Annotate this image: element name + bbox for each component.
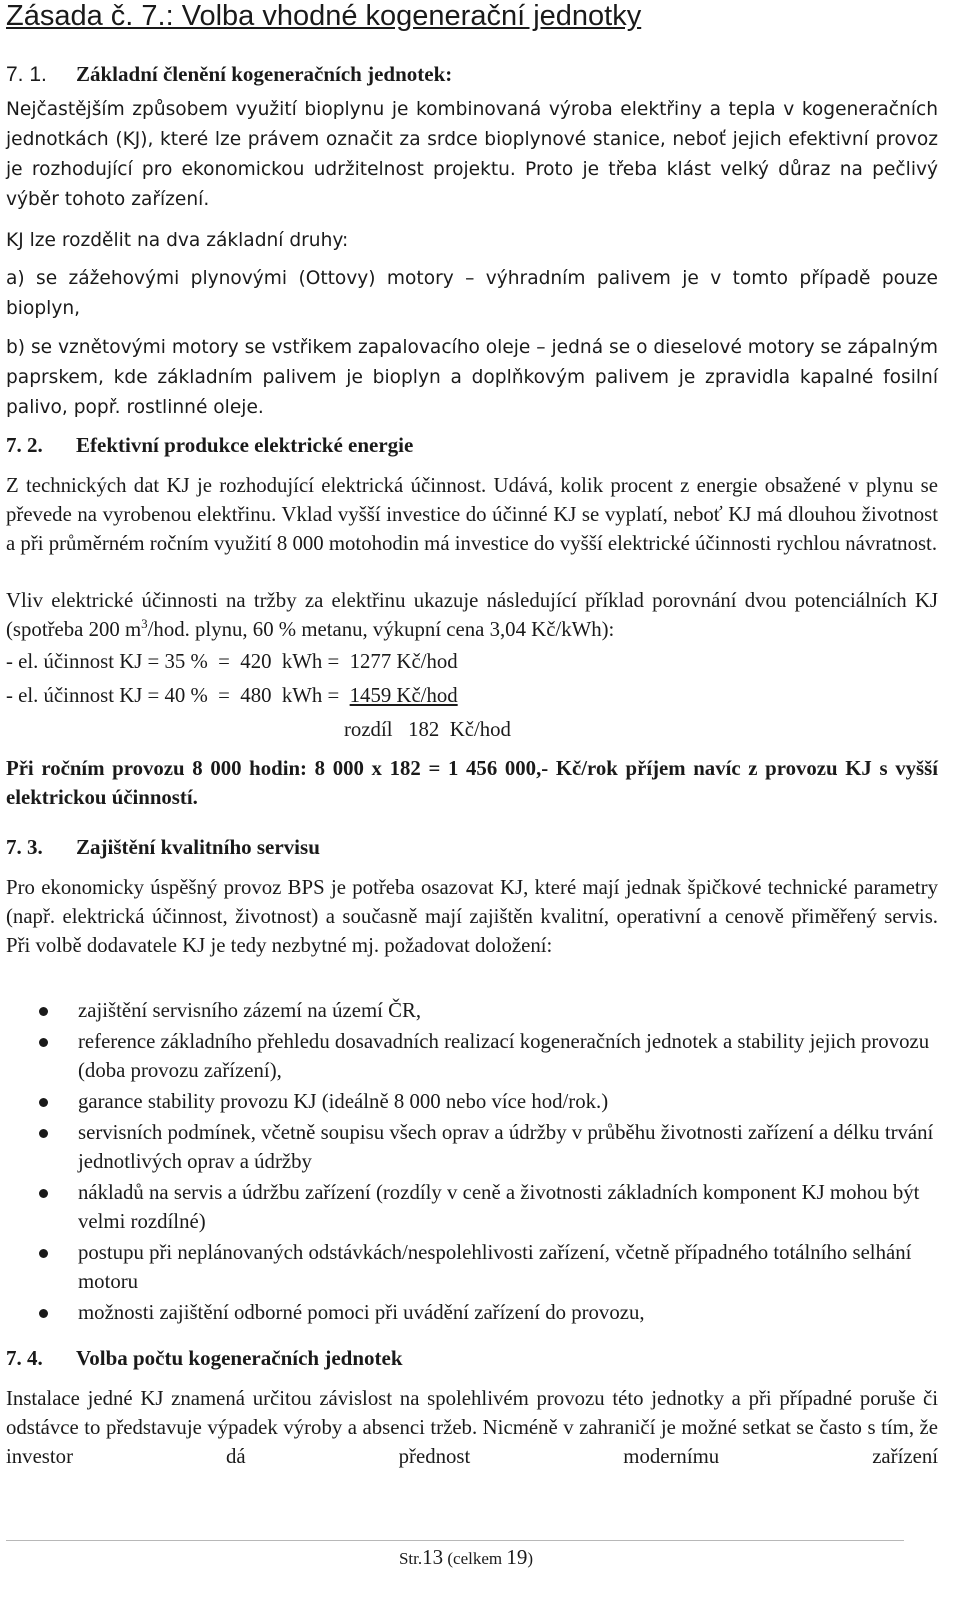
bullet-icon (39, 1038, 48, 1047)
bullet-icon (39, 1007, 48, 1016)
list-item: zajištění servisního zázemí na území ČR, (6, 996, 938, 1025)
section-number: 7. 4. (6, 1346, 43, 1370)
bullet-icon (39, 1129, 48, 1138)
page-footer: Str.13 (celkem 19) (398, 1545, 534, 1569)
paragraph-example: Vliv elektrické účinnosti na tržby za elektřinu ukazuje následující příklad porovnání dvou potenciálních KJ (spotřeba 200 $m^3$/hod. plynu, 60 % metanu, výkupní cena 3,04 Kč/kWh): (6, 589, 938, 641)
section-title: Volba počtu kogeneračních jednotek (76, 1346, 403, 1370)
footer-divider (6, 1540, 904, 1541)
list-item: servisních podmínek, včetně soupisu všech oprav a údržby v průběhu životnosti zařízení a délku trvání jednotlivých oprav a údržby (6, 1118, 938, 1176)
section-number: 7. 3. (6, 835, 43, 859)
requirements-list (6, 996, 938, 1329)
list-item: nákladů na servis a údržbu zařízení (rozdíly v ceně a životnosti základních komponent KJ mohou být velmi rozdílné) (6, 1178, 938, 1236)
annual-gain-statement: Při ročním provozu 8 000 hodin: 8 000 x 182 = 1 456 000,- Kč/rok příjem navíc z provozu KJ s vyšší elektrickou účinností. (6, 757, 938, 809)
section-title: Základní členění kogeneračních jednotek: (76, 62, 453, 86)
calc-line-35: - el. účinnost KJ = 35 % = 420 kWh = 1277 Kč/hod (6, 650, 458, 673)
section-heading-7-2 (6, 433, 413, 458)
bullet-icon (39, 1098, 48, 1107)
calc-underlined-value: 1459 Kč/hod (349, 684, 458, 707)
calc-difference: rozdíl 182 Kč/hod (344, 718, 511, 741)
section-number: 7. 2. (6, 433, 43, 457)
paragraph-type-b: b) se vznětovými motory se vstřikem zapalovacího oleje – jedná se o dieselové motory se zápalným paprskem, kde základním palivem je bioplyn a doplňkovým palivem je zpravidla kapalné fosilní palivo, popř. rostlinné oleje. (6, 337, 938, 418)
section-heading-7-1 (6, 62, 452, 87)
section-heading-7-4 (6, 1346, 403, 1371)
paragraph-kj-types: KJ lze rozdělit na dva základní druhy: (6, 230, 349, 251)
paragraph-service: Pro ekonomicky úspěšný provoz BPS je potřeba osazovat KJ, které mají jednak špičkové technické parametry (např. elektrická účinnost, životnost) a současně mají zajištěn kvalitní, operativní a cenově přiměřený servis. Při volbě dodavatele KJ je tedy nezbytné mj. požadovat doložení: (6, 876, 938, 957)
list-item: možnosti zajištění odborné pomoci při uvádění zařízení do provozu, (6, 1298, 938, 1327)
section-title: Efektivní produkce elektrické energie (76, 433, 414, 457)
section-title: Zajištění kvalitního servisu (76, 835, 320, 859)
total-pages: 19 (506, 1545, 528, 1569)
list-item: reference základního přehledu dosavadních realizací kogeneračních jednotek a stability jejich provozu (doba provozu zařízení), (6, 1027, 938, 1085)
page-title: Zásada č. 7.: Volba vhodné kogenerační jednotky (6, 0, 642, 32)
bullet-icon (39, 1249, 48, 1258)
page-number: 13 (422, 1545, 444, 1569)
list-item: postupu při neplánovaných odstávkách/nespolehlivosti zařízení, včetně případného totálního selhání motoru (6, 1238, 938, 1296)
bullet-icon (39, 1309, 48, 1318)
bullet-icon (39, 1189, 48, 1198)
section-number: 7. 1. (6, 63, 47, 86)
calc-line-40: - el. účinnost KJ = 40 % = 480 kWh = 1459 Kč/hod (6, 684, 458, 707)
list-item: garance stability provozu KJ (ideálně 8 000 nebo více hod/rok.) (6, 1087, 938, 1116)
paragraph-unit-count: Instalace jedné KJ znamená určitou závislost na spolehlivém provozu této jednotky a při případné poruše či odstávce to představuje výpadek výroby a absenci tržeb. Nicméně v zahraničí je možné setkat se často s tím, že investor dá přednost modernímu zařízení (6, 1387, 938, 1468)
paragraph-efficiency: Z technických dat KJ je rozhodující elektrická účinnost. Udává, kolik procent z energie obsažené v plynu se převede na vyrobenou elektřinu. Vklad vyšší investice do účinné KJ se vyplatí, neboť KJ má dlouhou životnost a při průměrném ročním využití 8 000 motohodin má investice do vyšší elektrické účinnosti rychlou návratnost. (6, 474, 938, 555)
paragraph-kj-intro: Nejčastějším způsobem využití bioplynu je kombinovaná výroba elektřiny a tepla v kogeneračních jednotkách (KJ), které lze právem označit za srdce bioplynové stanice, neboť jejich efektivní provoz je rozhodující pro ekonomickou udržitelnost projektu. Proto je třeba klást velký důraz na pečlivý výběr tohoto zařízení. (6, 99, 938, 210)
section-heading-7-3 (6, 835, 320, 860)
paragraph-type-a: a) se zážehovými plynovými (Ottovy) motory – výhradním palivem je v tomto případě pouze bioplyn, (6, 268, 938, 319)
